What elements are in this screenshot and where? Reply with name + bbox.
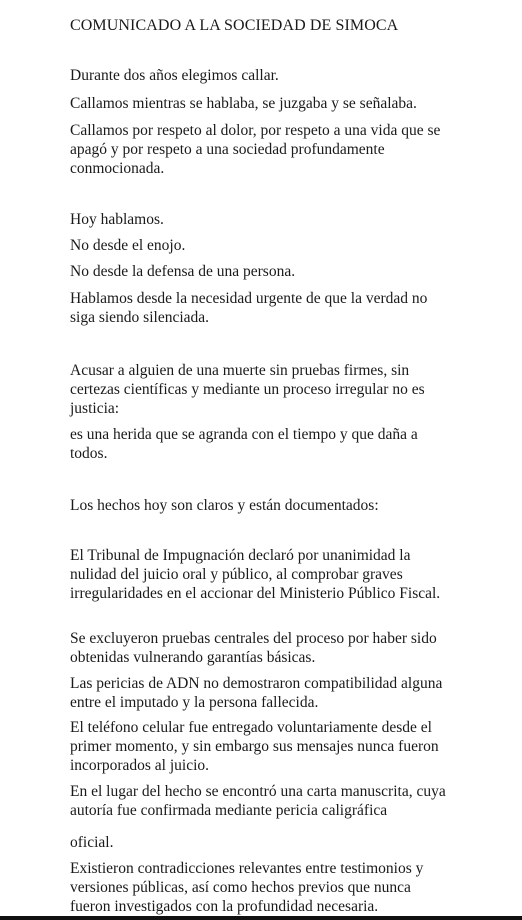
paragraph: Durante dos años elegimos callar.: [70, 67, 279, 84]
paragraph: El Tribunal de Impugnación declaró por unanimidad la nulidad del juicio oral y público, al comprobar graves irregularidades en el accionar del Ministerio Público Fiscal.: [70, 547, 441, 602]
paragraph: El teléfono celular fue entregado voluntariamente desde el primer momento, y sin embargo sus mensajes nunca fueron incorporados al juicio.: [70, 719, 439, 774]
paragraph: En el lugar del hecho se encontró una carta manuscrita, cuya autoría fue confirmada mediante pericia caligráfica: [70, 783, 446, 819]
paragraph: oficial.: [70, 834, 114, 851]
paragraph: No desde la defensa de una persona.: [70, 263, 296, 280]
paragraph: Existieron contradicciones relevantes entre testimonios y versiones públicas, así como hechos previos que nunca fueron investigados con la profundidad necesaria.: [70, 860, 424, 915]
bottom-rule: [0, 916, 522, 920]
paragraph: No desde el enojo.: [70, 237, 186, 254]
paragraph: Hablamos desde la necesidad urgente de que la verdad no siga siendo silenciada.: [70, 290, 428, 326]
paragraph: Los hechos hoy son claros y están documentados:: [70, 497, 379, 514]
paragraph: es una herida que se agranda con el tiempo y que daña a todos.: [70, 426, 418, 462]
paragraph: Acusar a alguien de una muerte sin pruebas firmes, sin certezas científicas y mediante un proceso irregular no es justicia:: [70, 362, 425, 417]
paragraph: Hoy hablamos.: [70, 211, 164, 228]
paragraph: Se excluyeron pruebas centrales del proceso por haber sido obtenidas vulnerando garantías básicas.: [70, 630, 437, 666]
paragraph: Callamos por respeto al dolor, por respeto a una vida que se apagó y por respeto a una sociedad profundamente conmocionada.: [70, 122, 441, 177]
document-title: COMUNICADO A LA SOCIEDAD DE SIMOCA: [70, 17, 399, 34]
paragraph: Callamos mientras se hablaba, se juzgaba y se señalaba.: [70, 95, 417, 112]
paragraph: Las pericias de ADN no demostraron compatibilidad alguna entre el imputado y la persona fallecida.: [70, 675, 443, 711]
